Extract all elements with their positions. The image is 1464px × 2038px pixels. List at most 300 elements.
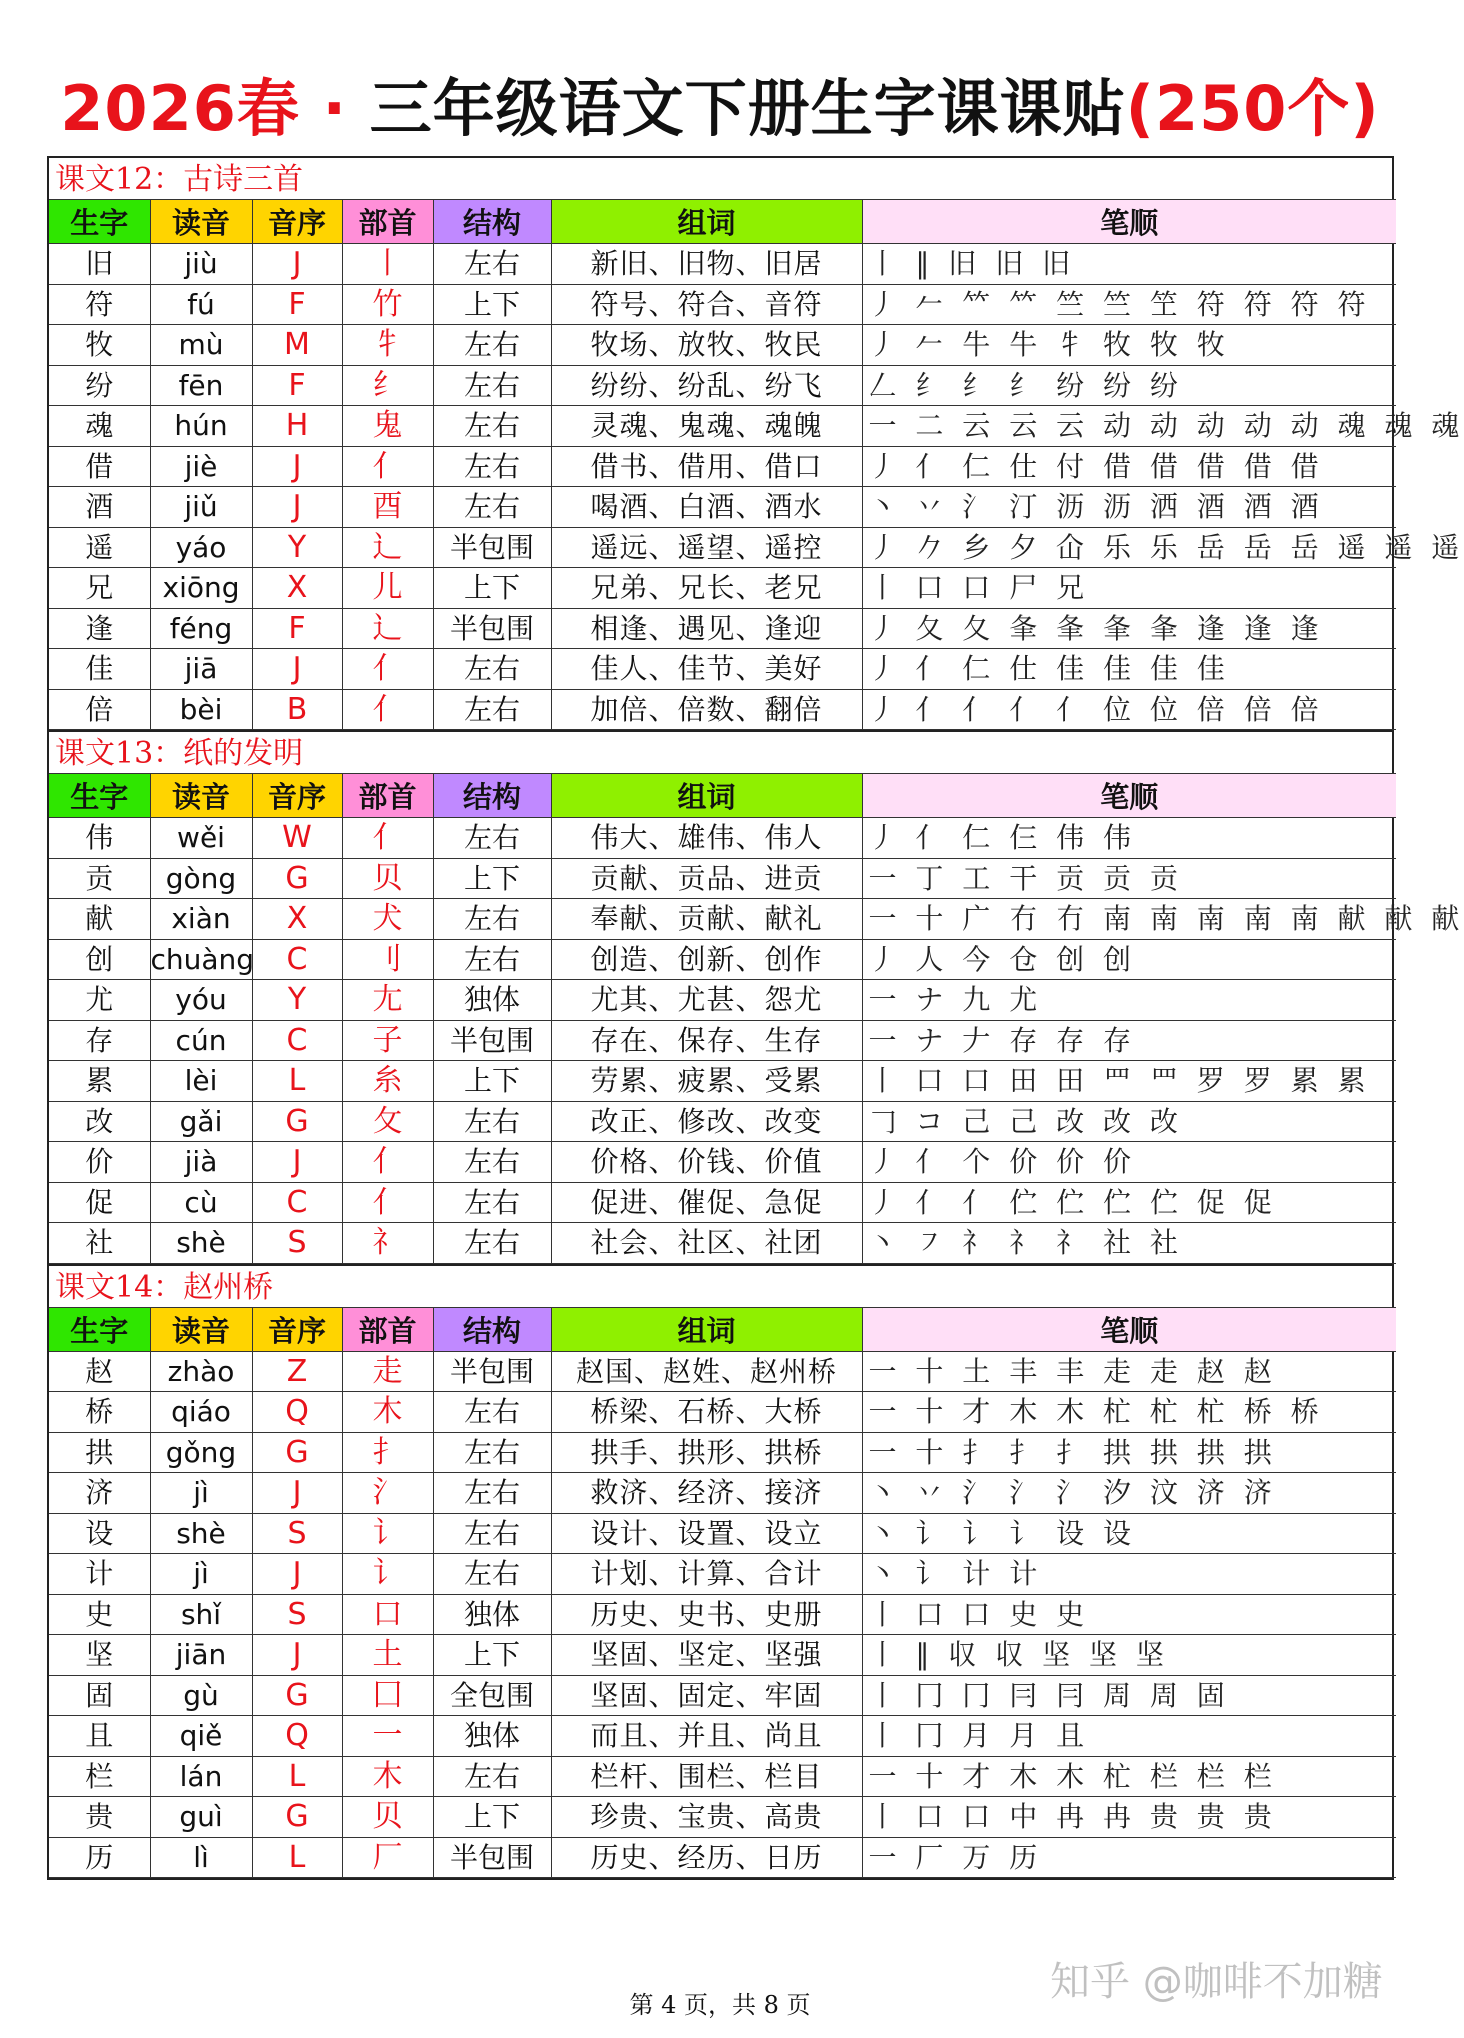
sequence-cell: F: [252, 608, 342, 649]
radical-cell: 亻: [342, 649, 433, 690]
pinyin-cell: jì: [150, 1473, 252, 1514]
pinyin-cell: gòng: [150, 858, 252, 899]
structure-cell: 左右: [433, 689, 551, 730]
words-cell: 尤其、尤甚、怨尤: [551, 980, 862, 1021]
radical-cell: 丨: [342, 244, 433, 285]
structure-cell: 左右: [433, 1756, 551, 1797]
lesson-table: [49, 199, 1464, 730]
char-cell: 佳: [49, 649, 150, 690]
pinyin-cell: fú: [150, 284, 252, 325]
title-year: 2026春 ·: [60, 72, 370, 145]
radical-cell: 一: [342, 1716, 433, 1757]
structure-cell: 左右: [433, 365, 551, 406]
pinyin-cell: lì: [150, 1837, 252, 1878]
char-cell: 计: [49, 1554, 150, 1595]
char-cell: 伟: [49, 818, 150, 859]
table-row: [49, 1392, 1396, 1433]
structure-cell: 独体: [433, 980, 551, 1021]
header-strokes: 笔顺: [862, 200, 1396, 244]
char-cell: 济: [49, 1473, 150, 1514]
strokes-cell: 丿 亻 仁 仕 佳 佳 佳 佳: [862, 649, 1396, 690]
table-row: [49, 899, 1396, 940]
sequence-cell: J: [252, 487, 342, 528]
structure-cell: 左右: [433, 1513, 551, 1554]
table-row: [49, 406, 1396, 447]
header-radical: 部首: [342, 1307, 433, 1351]
radical-cell: 酉: [342, 487, 433, 528]
words-cell: 兄弟、兄长、老兄: [551, 568, 862, 609]
sequence-cell: X: [252, 568, 342, 609]
radical-cell: 贝: [342, 858, 433, 899]
radical-cell: 竹: [342, 284, 433, 325]
sequence-cell: J: [252, 1554, 342, 1595]
char-cell: 魂: [49, 406, 150, 447]
pinyin-cell: gǎi: [150, 1101, 252, 1142]
words-cell: 促进、催促、急促: [551, 1182, 862, 1223]
strokes-cell: 丿 夂 夂 夆 夆 夆 夆 逢 逢 逢: [862, 608, 1396, 649]
char-cell: 价: [49, 1142, 150, 1183]
char-cell: 坚: [49, 1635, 150, 1676]
char-cell: 桥: [49, 1392, 150, 1433]
char-cell: 牧: [49, 325, 150, 366]
radical-cell: 口: [342, 1594, 433, 1635]
pinyin-cell: lán: [150, 1756, 252, 1797]
pinyin-cell: gǒng: [150, 1432, 252, 1473]
strokes-cell: 丶 丷 氵 汀 沥 沥 洒 酒 酒 酒: [862, 487, 1396, 528]
sequence-cell: S: [252, 1513, 342, 1554]
pinyin-cell: qiáo: [150, 1392, 252, 1433]
words-cell: 奉献、贡献、献礼: [551, 899, 862, 940]
structure-cell: 半包围: [433, 1837, 551, 1878]
radical-cell: 礻: [342, 1223, 433, 1264]
words-cell: 坚固、固定、牢固: [551, 1675, 862, 1716]
words-cell: 计划、计算、合计: [551, 1554, 862, 1595]
structure-cell: 上下: [433, 1797, 551, 1838]
table-row: [49, 487, 1396, 528]
pinyin-cell: jiān: [150, 1635, 252, 1676]
character-table: [47, 156, 1464, 1880]
radical-cell: 亻: [342, 818, 433, 859]
pinyin-cell: bèi: [150, 689, 252, 730]
structure-cell: 独体: [433, 1716, 551, 1757]
pinyin-cell: shè: [150, 1513, 252, 1554]
header-row: [49, 200, 1396, 244]
words-cell: 借书、借用、借口: [551, 446, 862, 487]
char-cell: 累: [49, 1061, 150, 1102]
strokes-cell: 一 丁 工 干 贡 贡 贡: [862, 858, 1396, 899]
radical-cell: 囗: [342, 1675, 433, 1716]
table-row: [49, 1513, 1396, 1554]
table-row: [49, 568, 1396, 609]
radical-cell: 辶: [342, 527, 433, 568]
strokes-cell: 丶 讠 计 计: [862, 1554, 1396, 1595]
structure-cell: 全包围: [433, 1675, 551, 1716]
table-row: [49, 1635, 1396, 1676]
words-cell: 拱手、拱形、拱桥: [551, 1432, 862, 1473]
structure-cell: 左右: [433, 487, 551, 528]
strokes-cell: 丶 ㇇ 礻 礻 礻 社 社: [862, 1223, 1396, 1264]
sequence-cell: G: [252, 1432, 342, 1473]
structure-cell: 左右: [433, 818, 551, 859]
radical-cell: 土: [342, 1635, 433, 1676]
table-row: [49, 1837, 1396, 1878]
char-cell: 兄: [49, 568, 150, 609]
words-cell: 纷纷、纷乱、纷飞: [551, 365, 862, 406]
char-cell: 创: [49, 939, 150, 980]
structure-cell: 左右: [433, 1101, 551, 1142]
table-row: [49, 1351, 1396, 1392]
sequence-cell: W: [252, 818, 342, 859]
words-cell: 救济、经济、接济: [551, 1473, 862, 1514]
header-char: 生字: [49, 200, 150, 244]
header-strokes: 笔顺: [862, 774, 1396, 818]
words-cell: 改正、修改、改变: [551, 1101, 862, 1142]
structure-cell: 左右: [433, 325, 551, 366]
sequence-cell: L: [252, 1061, 342, 1102]
table-row: [49, 1797, 1396, 1838]
char-cell: 史: [49, 1594, 150, 1635]
strokes-cell: 丿 亻 仁 仕 付 借 借 借 借 借: [862, 446, 1396, 487]
pinyin-cell: gù: [150, 1675, 252, 1716]
structure-cell: 左右: [433, 1432, 551, 1473]
strokes-cell: 一 厂 万 历: [862, 1837, 1396, 1878]
words-cell: 桥梁、石桥、大桥: [551, 1392, 862, 1433]
char-cell: 促: [49, 1182, 150, 1223]
sequence-cell: J: [252, 649, 342, 690]
strokes-cell: 丿 亻 仁 仨 伟 伟: [862, 818, 1396, 859]
table-row: [49, 608, 1396, 649]
strokes-cell: 丿 人 今 仓 创 创: [862, 939, 1396, 980]
radical-cell: 走: [342, 1351, 433, 1392]
radical-cell: 讠: [342, 1554, 433, 1595]
sequence-cell: Q: [252, 1716, 342, 1757]
strokes-cell: 丨 ‖ 旧 旧 旧: [862, 244, 1396, 285]
words-cell: 喝酒、白酒、酒水: [551, 487, 862, 528]
section-title: 课文12：古诗三首: [49, 156, 1392, 199]
pinyin-cell: xiàn: [150, 899, 252, 940]
pinyin-cell: shè: [150, 1223, 252, 1264]
pinyin-cell: wěi: [150, 818, 252, 859]
table-row: [49, 1473, 1396, 1514]
header-words: 组词: [551, 774, 862, 818]
radical-cell: 贝: [342, 1797, 433, 1838]
words-cell: 符号、符合、音符: [551, 284, 862, 325]
structure-cell: 半包围: [433, 527, 551, 568]
pinyin-cell: chuàng: [150, 939, 252, 980]
table-row: [49, 1594, 1396, 1635]
header-pinyin: 读音: [150, 1307, 252, 1351]
pinyin-cell: qiě: [150, 1716, 252, 1757]
sequence-cell: B: [252, 689, 342, 730]
pinyin-cell: féng: [150, 608, 252, 649]
pinyin-cell: xiōng: [150, 568, 252, 609]
char-cell: 逢: [49, 608, 150, 649]
radical-cell: 攵: [342, 1101, 433, 1142]
char-cell: 改: [49, 1101, 150, 1142]
strokes-cell: 丨 口 口 尸 兄: [862, 568, 1396, 609]
strokes-cell: 一 十 土 丰 丰 走 走 赵 赵: [862, 1351, 1396, 1392]
header-char: 生字: [49, 1307, 150, 1351]
header-char: 生字: [49, 774, 150, 818]
sequence-cell: F: [252, 284, 342, 325]
radical-cell: 亻: [342, 1142, 433, 1183]
sequence-cell: L: [252, 1837, 342, 1878]
strokes-cell: 一 十 才 木 木 杧 栏 栏 栏: [862, 1756, 1396, 1797]
structure-cell: 上下: [433, 284, 551, 325]
table-row: [49, 1020, 1396, 1061]
pinyin-cell: lèi: [150, 1061, 252, 1102]
header-sequence: 音序: [252, 200, 342, 244]
strokes-cell: 一 十 广 冇 冇 南 南 南 南 南 献 献 献: [862, 899, 1396, 940]
table-row: [49, 284, 1396, 325]
pinyin-cell: yóu: [150, 980, 252, 1021]
words-cell: 遥远、遥望、遥控: [551, 527, 862, 568]
sequence-cell: H: [252, 406, 342, 447]
table-row: [49, 446, 1396, 487]
sequence-cell: Q: [252, 1392, 342, 1433]
radical-cell: 子: [342, 1020, 433, 1061]
structure-cell: 左右: [433, 1392, 551, 1433]
structure-cell: 上下: [433, 568, 551, 609]
sequence-cell: J: [252, 1473, 342, 1514]
structure-cell: 上下: [433, 1061, 551, 1102]
char-cell: 拱: [49, 1432, 150, 1473]
pinyin-cell: jì: [150, 1554, 252, 1595]
sequence-cell: J: [252, 1142, 342, 1183]
header-pinyin: 读音: [150, 774, 252, 818]
sequence-cell: S: [252, 1594, 342, 1635]
structure-cell: 左右: [433, 1554, 551, 1595]
sequence-cell: Z: [252, 1351, 342, 1392]
pinyin-cell: cù: [150, 1182, 252, 1223]
strokes-cell: 丿 亻 个 价 价 价: [862, 1142, 1396, 1183]
sequence-cell: G: [252, 1101, 342, 1142]
structure-cell: 上下: [433, 1635, 551, 1676]
structure-cell: 左右: [433, 1142, 551, 1183]
char-cell: 符: [49, 284, 150, 325]
words-cell: 珍贵、宝贵、高贵: [551, 1797, 862, 1838]
header-sequence: 音序: [252, 1307, 342, 1351]
pinyin-cell: guì: [150, 1797, 252, 1838]
table-row: [49, 1101, 1396, 1142]
structure-cell: 半包围: [433, 1020, 551, 1061]
pinyin-cell: hún: [150, 406, 252, 447]
table-row: [49, 818, 1396, 859]
sequence-cell: C: [252, 939, 342, 980]
char-cell: 献: [49, 899, 150, 940]
radical-cell: 氵: [342, 1473, 433, 1514]
strokes-cell: 一 二 云 云 云 动 动 动 动 动 魂 魂 魂: [862, 406, 1396, 447]
sequence-cell: J: [252, 244, 342, 285]
pinyin-cell: fēn: [150, 365, 252, 406]
pinyin-cell: mù: [150, 325, 252, 366]
header-sequence: 音序: [252, 774, 342, 818]
table-row: [49, 365, 1396, 406]
pinyin-cell: zhào: [150, 1351, 252, 1392]
table-row: [49, 1061, 1396, 1102]
header-strokes: 笔顺: [862, 1307, 1396, 1351]
pinyin-cell: jià: [150, 1142, 252, 1183]
sequence-cell: G: [252, 1797, 342, 1838]
radical-cell: 儿: [342, 568, 433, 609]
structure-cell: 左右: [433, 1473, 551, 1514]
table-row: [49, 1675, 1396, 1716]
section-title: 课文13：纸的发明: [49, 730, 1392, 773]
table-row: [49, 980, 1396, 1021]
char-cell: 赵: [49, 1351, 150, 1392]
sequence-cell: L: [252, 1756, 342, 1797]
radical-cell: 刂: [342, 939, 433, 980]
structure-cell: 左右: [433, 446, 551, 487]
table-row: [49, 244, 1396, 285]
table-row: [49, 1142, 1396, 1183]
header-pinyin: 读音: [150, 200, 252, 244]
strokes-cell: 一 十 才 木 木 杧 杧 杧 桥 桥: [862, 1392, 1396, 1433]
strokes-cell: 丶 丷 氵 氵 氵 汐 汶 济 济: [862, 1473, 1396, 1514]
radical-cell: 犬: [342, 899, 433, 940]
page-title: [0, 64, 1440, 154]
table-row: [49, 858, 1396, 899]
section-title: 课文14：赵州桥: [49, 1264, 1392, 1307]
words-cell: 坚固、坚定、坚强: [551, 1635, 862, 1676]
table-row: [49, 1182, 1396, 1223]
sequence-cell: C: [252, 1182, 342, 1223]
structure-cell: 左右: [433, 899, 551, 940]
strokes-cell: 一 ナ 𠂇 存 存 存: [862, 1020, 1396, 1061]
radical-cell: 亻: [342, 1182, 433, 1223]
pinyin-cell: shǐ: [150, 1594, 252, 1635]
sequence-cell: G: [252, 1675, 342, 1716]
radical-cell: 糸: [342, 1061, 433, 1102]
lesson-table: [49, 773, 1464, 1264]
strokes-cell: 一 十 扌 扌 扌 拱 拱 拱 拱: [862, 1432, 1396, 1473]
strokes-cell: 丨 ‖ 収 収 坚 坚 坚: [862, 1635, 1396, 1676]
page-footer: 第 4 页，共 8 页: [629, 1991, 811, 2019]
words-cell: 灵魂、鬼魂、魂魄: [551, 406, 862, 447]
strokes-cell: 丨 口 口 中 冉 冉 贵 贵 贵: [862, 1797, 1396, 1838]
structure-cell: 左右: [433, 406, 551, 447]
pinyin-cell: jiǔ: [150, 487, 252, 528]
watermark: 知乎 @咖啡不加糖: [1050, 1959, 1383, 2005]
words-cell: 赵国、赵姓、赵州桥: [551, 1351, 862, 1392]
sequence-cell: G: [252, 858, 342, 899]
char-cell: 贡: [49, 858, 150, 899]
words-cell: 历史、史书、史册: [551, 1594, 862, 1635]
strokes-cell: 丿 𠂉 牛 牛 牜 牧 牧 牧: [862, 325, 1396, 366]
pinyin-cell: jiè: [150, 446, 252, 487]
strokes-cell: 丨 冂 月 月 且: [862, 1716, 1396, 1757]
char-cell: 且: [49, 1716, 150, 1757]
radical-cell: 木: [342, 1392, 433, 1433]
strokes-cell: 丨 口 口 史 史: [862, 1594, 1396, 1635]
char-cell: 贵: [49, 1797, 150, 1838]
sequence-cell: Y: [252, 980, 342, 1021]
words-cell: 栏杆、围栏、栏目: [551, 1756, 862, 1797]
header-row: [49, 774, 1396, 818]
structure-cell: 左右: [433, 939, 551, 980]
sequence-cell: Y: [252, 527, 342, 568]
sequence-cell: J: [252, 446, 342, 487]
words-cell: 价格、价钱、价值: [551, 1142, 862, 1183]
words-cell: 创造、创新、创作: [551, 939, 862, 980]
table-row: [49, 527, 1396, 568]
radical-cell: 亻: [342, 446, 433, 487]
char-cell: 设: [49, 1513, 150, 1554]
char-cell: 借: [49, 446, 150, 487]
structure-cell: 左右: [433, 244, 551, 285]
title-count: (250个): [1125, 72, 1380, 145]
words-cell: 相逢、遇见、逢迎: [551, 608, 862, 649]
table-row: [49, 1432, 1396, 1473]
strokes-cell: 一 ナ 九 尤: [862, 980, 1396, 1021]
words-cell: 历史、经历、日历: [551, 1837, 862, 1878]
words-cell: 伟大、雄伟、伟人: [551, 818, 862, 859]
header-radical: 部首: [342, 774, 433, 818]
char-cell: 尤: [49, 980, 150, 1021]
char-cell: 历: [49, 1837, 150, 1878]
char-cell: 社: [49, 1223, 150, 1264]
strokes-cell: 丿 𠂉 𥫗 𥫗 竺 竺 笁 符 符 符 符: [862, 284, 1396, 325]
structure-cell: 独体: [433, 1594, 551, 1635]
radical-cell: 讠: [342, 1513, 433, 1554]
pinyin-cell: yáo: [150, 527, 252, 568]
char-cell: 酒: [49, 487, 150, 528]
char-cell: 纷: [49, 365, 150, 406]
table-row: [49, 649, 1396, 690]
title-main: 三年级语文下册生字课课贴: [369, 72, 1126, 145]
structure-cell: 左右: [433, 649, 551, 690]
header-words: 组词: [551, 200, 862, 244]
structure-cell: 左右: [433, 1182, 551, 1223]
table-row: [49, 939, 1396, 980]
words-cell: 社会、社区、社团: [551, 1223, 862, 1264]
header-words: 组词: [551, 1307, 862, 1351]
sequence-cell: M: [252, 325, 342, 366]
char-cell: 栏: [49, 1756, 150, 1797]
words-cell: 存在、保存、生存: [551, 1020, 862, 1061]
radical-cell: 牜: [342, 325, 433, 366]
radical-cell: 厂: [342, 1837, 433, 1878]
table-row: [49, 1756, 1396, 1797]
pinyin-cell: jiā: [150, 649, 252, 690]
structure-cell: 半包围: [433, 1351, 551, 1392]
header-structure: 结构: [433, 200, 551, 244]
radical-cell: 亻: [342, 689, 433, 730]
strokes-cell: 𠃋 纟 纟 纟 纷 纷 纷: [862, 365, 1396, 406]
table-row: [49, 325, 1396, 366]
radical-cell: 尢: [342, 980, 433, 1021]
table-row: [49, 1554, 1396, 1595]
words-cell: 牧场、放牧、牧民: [551, 325, 862, 366]
table-row: [49, 1716, 1396, 1757]
lesson-table: [49, 1307, 1396, 1879]
words-cell: 而且、并且、尚且: [551, 1716, 862, 1757]
strokes-cell: 丨 冂 冂 冃 冃 周 周 固: [862, 1675, 1396, 1716]
words-cell: 设计、设置、设立: [551, 1513, 862, 1554]
char-cell: 倍: [49, 689, 150, 730]
words-cell: 新旧、旧物、旧居: [551, 244, 862, 285]
header-structure: 结构: [433, 774, 551, 818]
strokes-cell: 𠃌 コ 己 己 改 改 改: [862, 1101, 1396, 1142]
radical-cell: 纟: [342, 365, 433, 406]
strokes-cell: 丿 亻 亻 亻 亻 位 位 倍 倍 倍: [862, 689, 1396, 730]
header-row: [49, 1307, 1396, 1351]
radical-cell: 扌: [342, 1432, 433, 1473]
strokes-cell: 丨 口 口 田 田 罒 罒 罗 罗 累 累: [862, 1061, 1396, 1102]
sequence-cell: X: [252, 899, 342, 940]
header-structure: 结构: [433, 1307, 551, 1351]
strokes-cell: 丿 亻 亻 伫 伫 伫 伫 促 促: [862, 1182, 1396, 1223]
